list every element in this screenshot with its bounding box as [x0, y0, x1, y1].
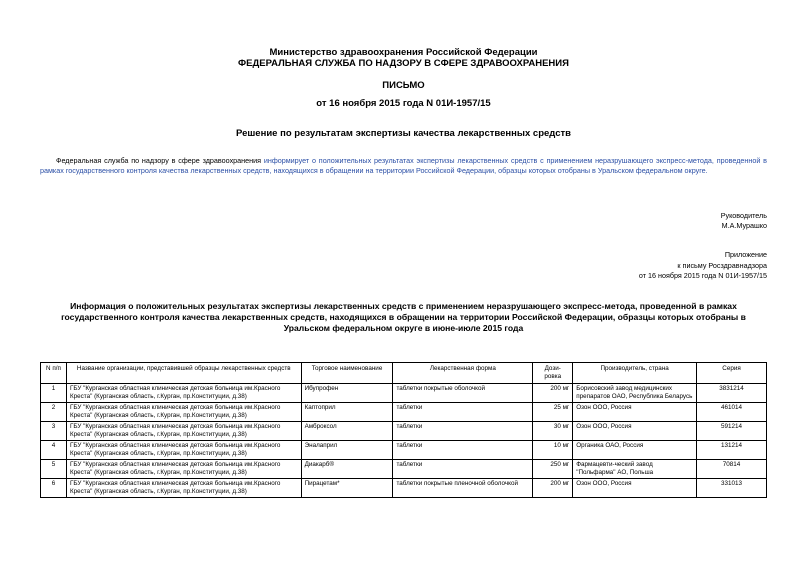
cell-manufacturer: Фармацевти-ческий завод "Польфарма" АО, Польша [573, 460, 697, 479]
table-row [41, 441, 767, 460]
cell-organization: ГБУ "Курганская областная клиническая детская больница им.Красного Креста" (Курганская область, г.Курган, пр.Конституции, д.38) [66, 403, 301, 422]
table-row [41, 479, 767, 498]
cell-dosage-form: таблетки [393, 422, 533, 441]
cell-manufacturer: Озон ООО, Россия [573, 403, 697, 422]
document-type: ПИСЬМО [382, 80, 425, 91]
table-header-row [41, 363, 767, 384]
cell-dosage-form: таблетки [393, 403, 533, 422]
table-row [41, 422, 767, 441]
cell-trade-name: Диакарб® [301, 460, 393, 479]
cell-dose: 200 мг [533, 479, 573, 498]
appendix-date: от 16 ноября 2015 года N 01И-1957/15 [638, 271, 767, 280]
cell-series: 331013 [697, 479, 767, 498]
cell-dosage-form: таблетки покрытые пленочной оболочкой [393, 479, 533, 498]
cell-number: 2 [41, 403, 67, 422]
table-row [41, 403, 767, 422]
header-series: Серия [697, 363, 767, 384]
cell-dose: 30 мг [533, 422, 573, 441]
cell-series: 70814 [697, 460, 767, 479]
header-dosage-form: Лекарственная форма [393, 363, 533, 384]
intro-link[interactable]: информирует о положительных результатах экспертизы лекарственных средств с применением неразрушающего экспресс-метода, проведенной в рамках государственного контроля качества лекарственных средств, находящихся в обращении на территории Российской Федерации, образцы которых отобраны в Уральском федеральном округе. [40, 156, 767, 175]
intro-paragraph [40, 156, 767, 176]
cell-series: 131214 [697, 441, 767, 460]
cell-dosage-form: таблетки [393, 441, 533, 460]
cell-series: 3831214 [697, 384, 767, 403]
cell-trade-name: Каптоприл [301, 403, 393, 422]
cell-manufacturer: Озон ООО, Россия [573, 479, 697, 498]
cell-manufacturer: Озон ООО, Россия [573, 422, 697, 441]
header-dose: Дози-ровка [533, 363, 573, 384]
cell-dose: 10 мг [533, 441, 573, 460]
signature-name: М.А.Мурашко [721, 221, 767, 230]
intro-lead: Федеральная служба по надзору в сфере здравоохранения [56, 156, 262, 165]
cell-number: 5 [41, 460, 67, 479]
header-number: N п/п [41, 363, 67, 384]
cell-dose: 25 мг [533, 403, 573, 422]
cell-manufacturer: Органика ОАО, Россия [573, 441, 697, 460]
appendix-label: Приложение [724, 250, 767, 259]
cell-dose: 250 мг [533, 460, 573, 479]
header-trade-name: Торговое наименование [301, 363, 393, 384]
document-date-number: от 16 ноября 2015 года N 01И-1957/15 [316, 98, 491, 109]
cell-manufacturer: Борисовский завод медицинских препаратов ОАО, Республика Беларусь [573, 384, 697, 403]
results-table [40, 362, 767, 498]
cell-trade-name: Эналаприл [301, 441, 393, 460]
table-row [41, 460, 767, 479]
cell-organization: ГБУ "Курганская областная клиническая детская больница им.Красного Креста" (Курганская область, г.Курган, пр.Конституции, д.38) [66, 460, 301, 479]
cell-number: 6 [41, 479, 67, 498]
table-row [41, 384, 767, 403]
cell-dosage-form: таблетки [393, 460, 533, 479]
cell-series: 591214 [697, 422, 767, 441]
cell-organization: ГБУ "Курганская областная клиническая детская больница им.Красного Креста" (Курганская область, г.Курган, пр.Конституции, д.38) [66, 441, 301, 460]
header-manufacturer: Производитель, страна [573, 363, 697, 384]
cell-series: 461014 [697, 403, 767, 422]
table-title: Информация о положительных результатах экспертизы лекарственных средств с применением неразрушающего экспресс-метода, проведенной в рамках государственного контроля качества лекарственных средств, находящихся в обращении на территории Российской Федерации, образцы которых отобраны в Уральском федеральном округе в июне-июле 2015 года [61, 301, 746, 333]
cell-dosage-form: таблетки покрытые оболочкой [393, 384, 533, 403]
header-organization: Название организации, представившей образцы лекарственных средств [66, 363, 301, 384]
cell-organization: ГБУ "Курганская областная клиническая детская больница им.Красного Креста" (Курганская область, г.Курган, пр.Конституции, д.38) [66, 384, 301, 403]
cell-trade-name: Ибупрофен [301, 384, 393, 403]
signature-position: Руководитель [720, 211, 767, 220]
ministry-name: Министерство здравоохранения Российской Федерации [269, 47, 538, 58]
cell-number: 1 [41, 384, 67, 403]
cell-organization: ГБУ "Курганская областная клиническая детская больница им.Красного Креста" (Курганская область, г.Курган, пр.Конституции, д.38) [66, 479, 301, 498]
appendix-reference: к письму Росздравнадзора [677, 261, 767, 270]
cell-trade-name: Амброксол [301, 422, 393, 441]
cell-dose: 200 мг [533, 384, 573, 403]
cell-trade-name: Пирацетам* [301, 479, 393, 498]
document-subject: Решение по результатам экспертизы качества лекарственных средств [236, 128, 571, 139]
cell-number: 3 [41, 422, 67, 441]
service-name: ФЕДЕРАЛЬНАЯ СЛУЖБА ПО НАДЗОРУ В СФЕРЕ ЗДРАВООХРАНЕНИЯ [238, 58, 569, 69]
cell-organization: ГБУ "Курганская областная клиническая детская больница им.Красного Креста" (Курганская область, г.Курган, пр.Конституции, д.38) [66, 422, 301, 441]
cell-number: 4 [41, 441, 67, 460]
